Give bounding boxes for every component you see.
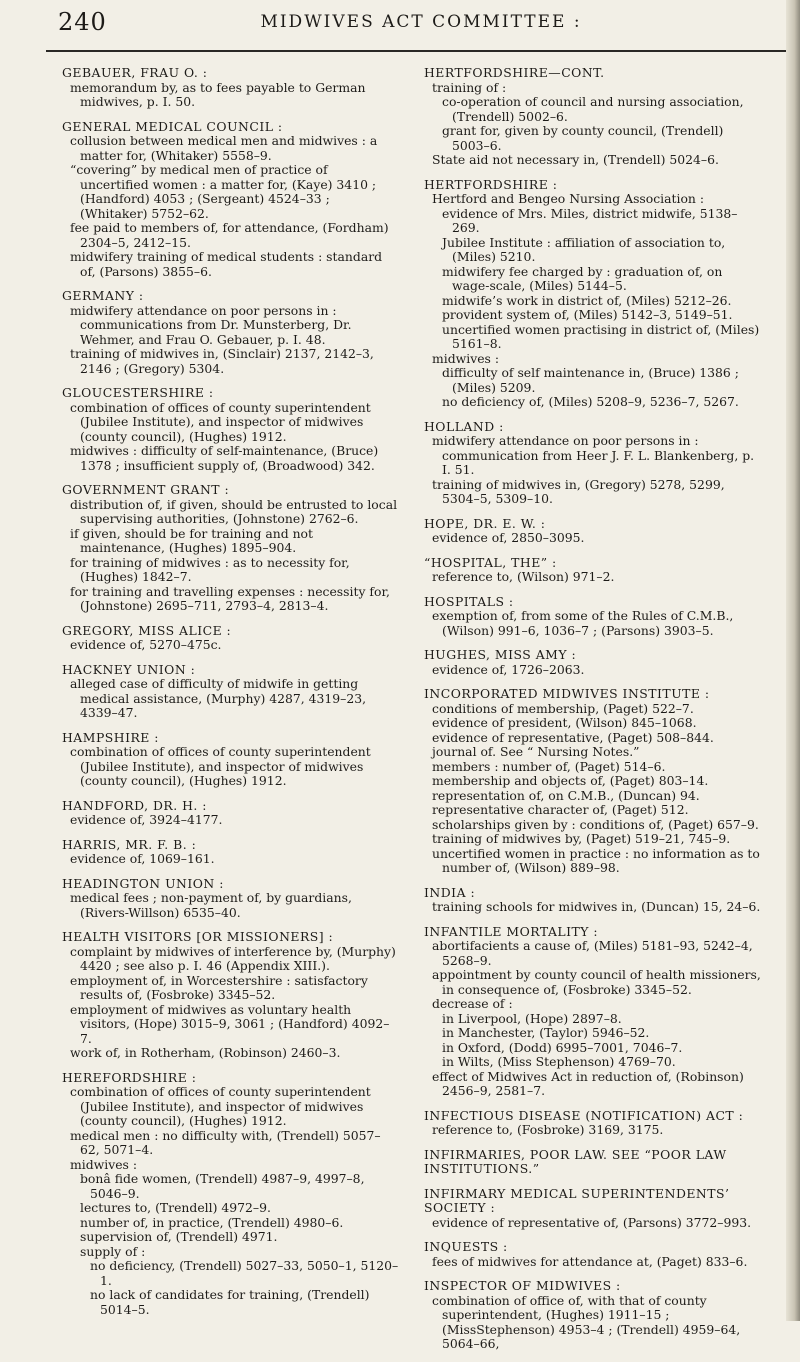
index-subentry: representative character of, (Paget) 512. <box>432 802 689 817</box>
index-subentry: number of, in practice, (Trendell) 4980–6. <box>80 1214 344 1230</box>
index-entry <box>62 1071 400 1318</box>
index-subentry: lectures to, (Trendell) 4972–9. <box>80 1200 271 1215</box>
index-subentry: distribution of, if given, should be entrusted to local supervising authorities, (Johnstone) 2762–6. <box>70 496 398 526</box>
index-entry <box>424 886 762 915</box>
index-subentry: effect of Midwives Act in reduction of, (Robinson) 2456–9, 2581–7. <box>432 1068 744 1098</box>
index-entry <box>62 799 400 828</box>
index-entry <box>424 687 762 876</box>
index-subentry: evidence of, 3924–4177. <box>70 812 223 827</box>
index-subentry: combination of offices of county superintendent (Jubilee Institute), and inspector of midwives (county council), (Hughes) 1912. <box>70 399 371 444</box>
index-subentry: for training and travelling expenses : necessity for, (Johnstone) 2695–711, 2793–4, 2813–4. <box>70 583 390 613</box>
index-heading: GOVERNMENT GRANT : <box>62 482 230 497</box>
header-rule <box>46 50 786 52</box>
index-subentry: work of, in Rotherham, (Robinson) 2460–3. <box>70 1045 341 1060</box>
index-heading: INDIA : <box>424 884 476 900</box>
index-subentry: midwifery attendance on poor persons in : communication from Heer J. F. L. Blankenberg, p. I. 51. <box>432 433 755 477</box>
index-subentry: Jubilee Institute : affiliation of association to, (Miles) 5210. <box>442 234 726 264</box>
index-heading: INFANTILE MORTALITY : <box>424 923 599 939</box>
index-subentry: difficulty of self maintenance in, (Bruce) 1386 ; (Miles) 5209. <box>442 365 739 395</box>
index-subentry: exemption of, from some of the Rules of C.M.B., (Wilson) 991–6, 1036–7 ; (Parsons) 3903–5. <box>432 608 734 638</box>
index-heading: GENERAL MEDICAL COUNCIL : <box>62 118 283 134</box>
index-subentry: bonâ fide women, (Trendell) 4987–9, 4997–8, 5046–9. <box>80 1171 365 1201</box>
index-subentry: training of : <box>432 79 507 95</box>
index-subentry: grant for, given by county council, (Trendell) 5003–6. <box>442 123 724 153</box>
index-heading: HANDFORD, DR. H. : <box>62 797 207 813</box>
index-entry <box>62 663 400 721</box>
index-heading: HUGHES, MISS AMY : <box>424 647 577 662</box>
index-subentry: State aid not necessary in, (Trendell) 5024–6. <box>432 152 719 167</box>
index-subentry: in Wilts, (Miss Stephenson) 4769–70. <box>442 1054 676 1069</box>
index-entry <box>62 930 400 1061</box>
index-subentry: scholarships given by : conditions of, (Paget) 657–9. <box>432 816 759 832</box>
index-heading: HOPE, DR. E. W. : <box>424 515 546 531</box>
index-entry <box>424 66 762 168</box>
index-heading: HARRIS, MR. F. B. : <box>62 836 197 852</box>
index-subentry: midwifery attendance on poor persons in : communications from Dr. Munsterberg, Dr. Wehmer, and Frau O. Gebauer, p. I. 48. <box>70 302 352 347</box>
index-subentry: appointment by county council of health missioners, in consequence of, (Fosbroke) 3345–52. <box>432 967 761 997</box>
index-subentry: employment of midwives as voluntary health visitors, (Hope) 3015–9, 3061 ; (Handford) 4092–7. <box>70 1001 390 1046</box>
index-subentry: combination of office of, with that of county superintendent, (Hughes) 1911–15 ; (MissStephenson) 4953–4 ; (Trendell) 4959–64, 5064–66, <box>432 1292 741 1351</box>
index-entry <box>62 624 400 653</box>
index-subentry: evidence of, 2850–3095. <box>432 530 585 545</box>
index-entry <box>424 648 762 677</box>
page-number: 240 <box>58 8 107 36</box>
index-entry <box>424 556 762 585</box>
index-subentry: journal of. See “ Nursing Notes.” <box>432 744 640 759</box>
index-subentry: reference to, (Wilson) 971–2. <box>432 569 615 584</box>
index-subentry: alleged case of difficulty of midwife in getting medical assistance, (Murphy) 4287, 4319–23, 4339–47. <box>70 676 367 720</box>
index-subentry: combination of offices of county superintendent (Jubilee Institute), and inspector of midwives (county council), (Hughes) 1912. <box>70 1084 371 1128</box>
index-heading: INFIRMARIES, POOR LAW. SEE “POOR LAW INSTITUTIONS.” <box>424 1146 727 1176</box>
index-entry <box>424 1187 762 1231</box>
index-entry <box>424 925 762 1099</box>
index-subentry: employment of, in Worcestershire : satisfactory results of, (Fosbroke) 3345–52. <box>70 972 368 1002</box>
index-subentry: no deficiency, (Trendell) 5027–33, 5050–1, 5120–1. <box>90 1258 399 1288</box>
index-entry <box>62 386 400 473</box>
running-head: MIDWIVES ACT COMMITTEE : <box>260 12 582 32</box>
index-subentry: provident system of, (Miles) 5142–3, 5149–51. <box>442 307 733 322</box>
index-subentry: co-operation of council and nursing association, (Trendell) 5002–6. <box>442 94 744 124</box>
index-subentry: uncertified women in practice : no information as to number of, (Wilson) 889–98. <box>432 845 760 875</box>
index-heading: HEADINGTON UNION : <box>62 875 224 891</box>
index-subentry: membership and objects of, (Paget) 803–14. <box>432 773 709 788</box>
index-heading: GEBAUER, FRAU O. : <box>62 65 208 80</box>
index-subentry: supervision of, (Trendell) 4971. <box>80 1229 278 1244</box>
index-column-right <box>424 66 762 1362</box>
index-heading: HOSPITALS : <box>424 593 514 609</box>
index-subentry: training schools for midwives in, (Duncan) 15, 24–6. <box>432 899 761 914</box>
index-entry <box>62 731 400 789</box>
index-subentry: evidence of Mrs. Miles, district midwife, 5138–269. <box>442 205 738 235</box>
index-subentry: complaint by midwives of interference by, (Murphy) 4420 ; see also p. I. 46 (Appendix XIII.). <box>70 943 396 973</box>
index-heading: HACKNEY UNION : <box>62 661 196 677</box>
index-heading: INFIRMARY MEDICAL SUPERINTENDENTS’ SOCIETY : <box>424 1185 730 1215</box>
index-subentry: evidence of representative, (Paget) 508–844. <box>432 729 714 745</box>
index-subentry: representation of, on C.M.B., (Duncan) 94. <box>432 787 700 803</box>
index-subentry: in Manchester, (Taylor) 5946–52. <box>442 1025 650 1040</box>
index-subentry: reference to, (Fosbroke) 3169, 3175. <box>432 1122 664 1137</box>
index-entry <box>424 1240 762 1269</box>
index-subentry: medical men : no difficulty with, (Trendell) 5057–62, 5071–4. <box>70 1127 381 1157</box>
index-entry <box>62 877 400 921</box>
index-subentry: training of midwives by, (Paget) 519–21, 745–9. <box>432 831 731 846</box>
index-entry <box>62 66 400 110</box>
index-heading: HERTFORDSHIRE—CONT. <box>424 65 605 80</box>
index-entry <box>424 1109 762 1138</box>
index-subentry: fees of midwives for attendance at, (Paget) 833–6. <box>432 1253 748 1269</box>
index-subentry: evidence of president, (Wilson) 845–1068. <box>432 715 697 730</box>
index-subentry: midwives : <box>70 1156 138 1172</box>
index-subentry: conditions of membership, (Paget) 522–7. <box>432 700 694 716</box>
index-heading: GREGORY, MISS ALICE : <box>62 622 232 638</box>
index-subentry: medical fees ; non-payment of, by guardians, (Rivers-Willson) 6535–40. <box>70 890 352 920</box>
index-subentry: memorandum by, as to fees payable to German midwives, p. I. 50. <box>70 79 366 109</box>
index-subentry: midwifery fee charged by : graduation of, on wage-scale, (Miles) 5144–5. <box>442 263 723 293</box>
index-subentry: evidence of, 1726–2063. <box>432 661 585 677</box>
index-entry <box>62 289 400 376</box>
index-heading: HEREFORDSHIRE : <box>62 1069 197 1085</box>
page-header <box>46 0 766 44</box>
index-subentry: evidence of, 1069–161. <box>70 851 215 866</box>
index-heading: HOLLAND : <box>424 418 504 434</box>
index-entry <box>62 120 400 280</box>
index-subentry: evidence of representative of, (Parsons) 3772–993. <box>432 1214 752 1230</box>
index-subentry: midwife’s work in district of, (Miles) 5212–26. <box>442 292 732 308</box>
index-heading: HERTFORDSHIRE : <box>424 176 558 192</box>
index-heading: GERMANY : <box>62 288 144 303</box>
index-heading: “HOSPITAL, THE” : <box>424 554 557 570</box>
index-subentry: abortifacients a cause of, (Miles) 5181–93, 5242–4, 5268–9. <box>432 938 753 968</box>
index-heading: HAMPSHIRE : <box>62 729 159 745</box>
index-subentry: midwives : difficulty of self-maintenance, (Bruce) 1378 ; insufficient supply of, (Broadwood) 342. <box>70 443 379 473</box>
index-subentry: midwives : <box>432 350 500 366</box>
index-subentry: training of midwives in, (Gregory) 5278, 5299, 5304–5, 5309–10. <box>432 476 725 506</box>
index-entry <box>62 838 400 867</box>
index-subentry: in Liverpool, (Hope) 2897–8. <box>442 1010 622 1026</box>
index-subentry: no lack of candidates for training, (Trendell) 5014–5. <box>90 1287 370 1317</box>
index-column-left <box>62 66 400 1327</box>
index-subentry: training of midwives in, (Sinclair) 2137, 2142–3, 2146 ; (Gregory) 5304. <box>70 346 374 376</box>
index-heading: HEALTH VISITORS [OR MISSIONERS] : <box>62 929 334 944</box>
index-subentry: evidence of, 5270–475c. <box>70 637 222 652</box>
page-edge <box>786 0 800 1321</box>
index-subentry: members : number of, (Paget) 514–6. <box>432 758 666 774</box>
index-subentry: uncertified women practising in district of, (Miles) 5161–8. <box>442 321 760 351</box>
index-entry <box>424 1148 762 1177</box>
index-subentry: collusion between medical men and midwives : a matter for, (Whitaker) 5558–9. <box>70 133 378 163</box>
index-entry <box>424 420 762 507</box>
index-entry <box>424 1279 762 1352</box>
index-heading: INFECTIOUS DISEASE (NOTIFICATION) ACT : <box>424 1107 744 1123</box>
index-entry <box>424 178 762 410</box>
index-subentry: combination of offices of county superintendent (Jubilee Institute), and inspector of midwives (county council), (Hughes) 1912. <box>70 744 371 788</box>
index-entry <box>62 483 400 614</box>
index-heading: INSPECTOR OF MIDWIVES : <box>424 1278 621 1293</box>
index-subentry: “covering” by medical men of practice of uncertified women : a matter for, (Kaye) 3410 ; (Handford) 4053 ; (Sergeant) 4524–33 ; (Whitaker) 5752–62. <box>70 162 377 221</box>
index-subentry: midwifery training of medical students : standard of, (Parsons) 3855–6. <box>70 249 383 279</box>
index-subentry: decrease of : <box>432 996 513 1011</box>
index-subentry: no deficiency of, (Miles) 5208–9, 5236–7, 5267. <box>442 394 739 409</box>
index-subentry: Hertford and Bengeo Nursing Association : <box>432 191 705 206</box>
index-subentry: fee paid to members of, for attendance, (Fordham) 2304–5, 2412–15. <box>70 220 389 250</box>
index-subentry: if given, should be for training and not maintenance, (Hughes) 1895–904. <box>70 525 313 555</box>
index-heading: GLOUCESTERSHIRE : <box>62 385 214 400</box>
index-subentry: in Oxford, (Dodd) 6995–7001, 7046–7. <box>442 1039 683 1055</box>
index-heading: INQUESTS : <box>424 1239 508 1254</box>
index-entry <box>424 517 762 546</box>
index-entry <box>424 595 762 639</box>
index-heading: INCORPORATED MIDWIVES INSTITUTE : <box>424 686 710 701</box>
index-subentry: supply of : <box>80 1243 146 1259</box>
index-subentry: for training of midwives : as to necessity for, (Hughes) 1842–7. <box>70 554 350 584</box>
